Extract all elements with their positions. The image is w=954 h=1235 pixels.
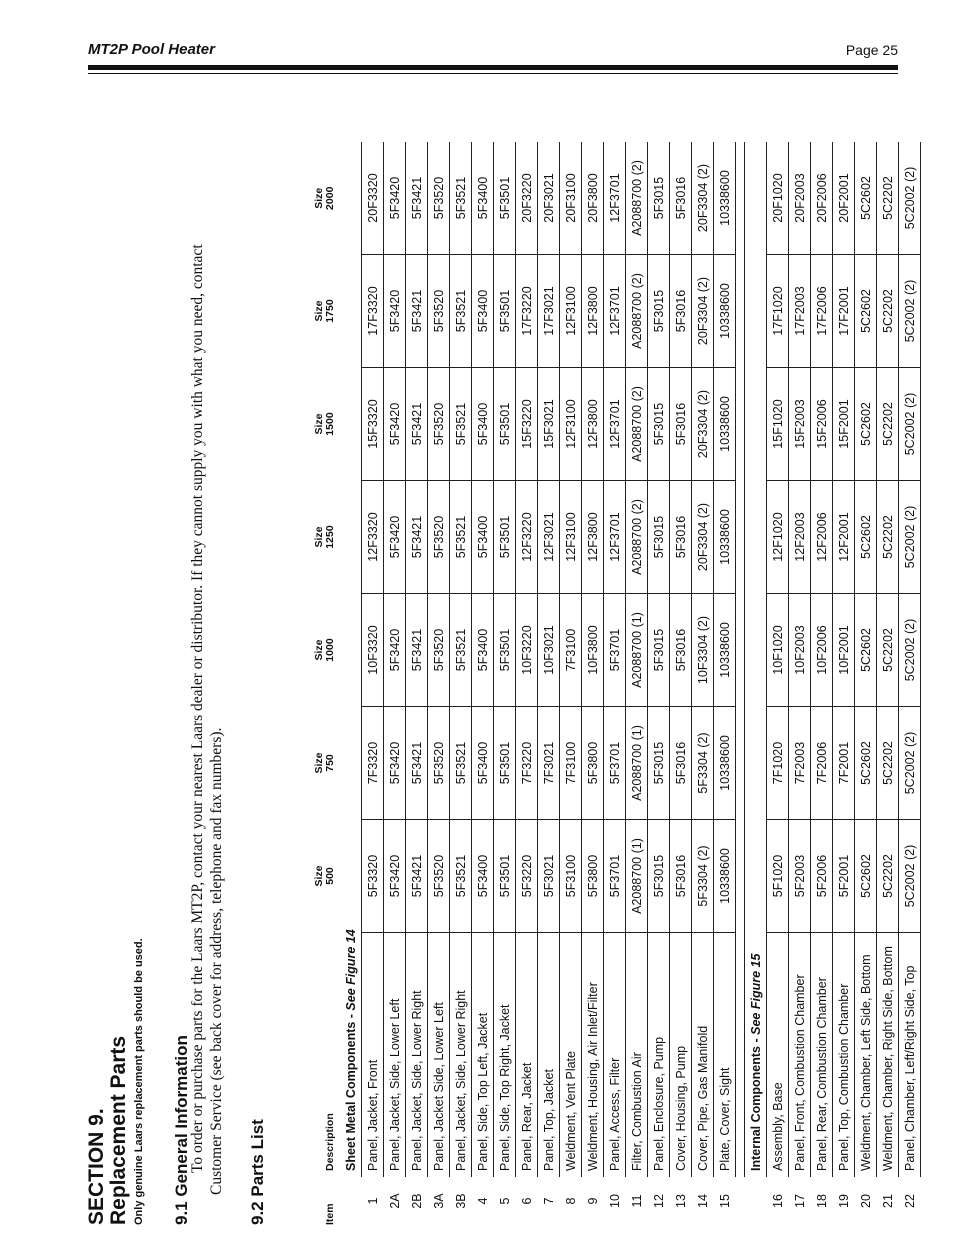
part-number-cell: 10F3021 [538,594,560,707]
part-number-cell: 12F3320 [362,481,384,594]
part-description: Panel, Rear, Combustion Chamber [811,933,833,1178]
part-number-cell: 5C2602 [855,481,877,594]
table-row [648,142,670,1225]
part-description: Panel, Side, Top Right, Jacket [494,933,516,1178]
section-title: Replacement Parts [107,1035,130,1225]
part-number-cell: 7F2006 [811,707,833,820]
part-number-cell: 10F1020 [767,594,789,707]
part-number-cell: 5C2202 [877,707,899,820]
part-description: Weldment, Vent Plate [560,933,582,1178]
part-number-cell: 5F3304 (2) [692,820,714,933]
item-number: 2B [409,1193,424,1209]
item-number: 12 [651,1194,666,1208]
column-header-size-1250: Size 1250 [313,525,336,549]
part-number-cell: 5F3420 [384,368,406,481]
part-description: Cover, Housing, Pump [670,933,692,1178]
part-description: Panel, Enclosure, Pump [648,933,670,1178]
part-number-cell: 5F3800 [582,707,604,820]
table-row [406,142,428,1225]
group-spacer-row [736,142,745,1225]
part-number-cell: 20F3304 (2) [692,255,714,368]
part-number-cell: 15F3220 [516,368,538,481]
section-note: Only genuine Laars replacement parts should be used. [133,938,145,1225]
part-number-cell: 5F3501 [494,820,516,933]
part-number-cell: 17F3021 [538,255,560,368]
table-row [767,142,789,1225]
part-number-cell: A2088700 (2) [626,142,648,255]
part-number-cell: 20F3304 (2) [692,368,714,481]
column-header-size-500: Size 500 [313,865,336,887]
part-number-cell: 10338600 [714,707,736,820]
part-number-cell: 5F3420 [384,481,406,594]
part-number-cell: A2088700 (2) [626,255,648,368]
part-number-cell: 12F3100 [560,255,582,368]
part-number-cell: 5F3400 [472,368,494,481]
part-number-cell: 5F3016 [670,594,692,707]
part-number-cell: 7F1020 [767,707,789,820]
part-number-cell: 5F3400 [472,707,494,820]
part-number-cell: 15F1020 [767,368,789,481]
part-description: Plate, Cover, Sight [714,933,736,1178]
part-number-cell: 5F3521 [450,594,472,707]
part-number-cell: 5F3100 [560,820,582,933]
item-number: 2A [387,1193,402,1209]
part-number-cell: 5F3421 [406,142,428,255]
part-number-cell: 5C2002 (2) [899,255,921,368]
parts-table [288,142,921,1225]
part-number-cell: 5F3521 [450,142,472,255]
group-title: Sheet Metal Components - See Figure 14 [340,142,362,1177]
column-header-size-750: Size 750 [313,752,336,774]
part-number-cell: 5F3015 [648,142,670,255]
part-number-cell: 10338600 [714,142,736,255]
part-number-cell: 12F3701 [604,142,626,255]
part-description: Panel, Jacket, Side, Lower Left [384,933,406,1178]
part-number-cell: 5F3520 [428,142,450,255]
part-number-cell: 10338600 [714,255,736,368]
table-row [538,142,560,1225]
part-number-cell: 10338600 [714,820,736,933]
table-row [692,142,714,1225]
part-number-cell: 5F3520 [428,368,450,481]
item-number: 9 [585,1197,600,1205]
part-number-cell: 5F3501 [494,481,516,594]
item-number: 6 [519,1197,534,1205]
part-number-cell: 5F3421 [406,594,428,707]
parts-list-heading: 9.2 Parts List [248,1119,267,1225]
part-description: Panel, Side, Top Left, Jacket [472,933,494,1178]
table-row [833,142,855,1225]
part-number-cell: 5C2002 (2) [899,368,921,481]
part-number-cell: 5C2202 [877,368,899,481]
table-row [516,142,538,1225]
part-number-cell: 5F3501 [494,707,516,820]
part-number-cell: 5C2602 [855,368,877,481]
part-number-cell: 10F2006 [811,594,833,707]
part-description: Assembly, Base [767,933,789,1178]
part-number-cell: 5F2001 [833,820,855,933]
part-number-cell: 12F1020 [767,481,789,594]
part-number-cell: 5F3521 [450,820,472,933]
part-number-cell: 5C2602 [855,594,877,707]
part-number-cell: 5F3400 [472,255,494,368]
group-header-row [745,142,767,1225]
part-number-cell: 5F3420 [384,594,406,707]
table-row [604,142,626,1225]
part-number-cell: 12F3701 [604,368,626,481]
item-number: 11 [629,1194,644,1208]
part-number-cell: 20F3021 [538,142,560,255]
part-number-cell: 5F3304 (2) [692,707,714,820]
part-number-cell: 5F3320 [362,820,384,933]
part-number-cell: 10338600 [714,481,736,594]
part-number-cell: A2088700 (1) [626,820,648,933]
part-number-cell: 5F3400 [472,142,494,255]
part-number-cell: 7F3100 [560,594,582,707]
part-number-cell: 5F3520 [428,255,450,368]
part-number-cell: 5C2202 [877,255,899,368]
part-number-cell: 5C2602 [855,707,877,820]
table-row [714,142,736,1225]
part-number-cell: 20F3320 [362,142,384,255]
part-number-cell: 12F2003 [789,481,811,594]
part-number-cell: 5F3016 [670,368,692,481]
item-number: 22 [902,1194,917,1208]
part-number-cell: 5C2202 [877,594,899,707]
figure-reference: See Figure 14 [343,929,358,1011]
part-number-cell: 5F3400 [472,594,494,707]
table-row [877,142,899,1225]
part-number-cell: 5F3501 [494,368,516,481]
item-number: 21 [880,1194,895,1208]
part-number-cell: 5C2602 [855,820,877,933]
part-number-cell: 5F3016 [670,481,692,594]
part-number-cell: 5F1020 [767,820,789,933]
part-number-cell: 5F3521 [450,481,472,594]
part-number-cell: 7F3320 [362,707,384,820]
part-number-cell: 17F2001 [833,255,855,368]
part-number-cell: 5C2202 [877,481,899,594]
table-row [384,142,406,1225]
parts-table-header-row [288,142,340,1225]
part-number-cell: 17F3220 [516,255,538,368]
table-row [899,142,921,1225]
part-number-cell: 5C2002 (2) [899,820,921,933]
figure-reference: See Figure 15 [748,953,763,1035]
part-number-cell: 5F3421 [406,481,428,594]
part-description: Panel, Chamber, Left/Right Side, Top [899,933,921,1178]
part-number-cell: 10F3220 [516,594,538,707]
part-number-cell: 15F3021 [538,368,560,481]
general-info-paragraph [188,173,226,1195]
item-number: 17 [792,1194,807,1208]
part-number-cell: 15F2006 [811,368,833,481]
part-number-cell: 10F3320 [362,594,384,707]
part-number-cell: 5F3420 [384,142,406,255]
part-number-cell: 5C2202 [877,142,899,255]
column-header-size-1500: Size 1500 [313,412,336,436]
part-number-cell: 15F3320 [362,368,384,481]
table-row [626,142,648,1225]
part-description: Panel, Jacket, Side, Lower Right [450,933,472,1178]
part-number-cell: 5F3016 [670,820,692,933]
section-label: SECTION 9. [85,1108,108,1225]
part-number-cell: 5C2202 [877,820,899,933]
part-number-cell: 10F2001 [833,594,855,707]
page-number: Page 25 [845,42,898,58]
table-row [811,142,833,1225]
part-number-cell: 12F3701 [604,481,626,594]
part-number-cell: 5F3015 [648,368,670,481]
item-number: 4 [475,1197,490,1205]
parts-table-body [340,142,921,1225]
item-number: 18 [814,1194,829,1208]
part-number-cell: 5F3400 [472,481,494,594]
table-row [450,142,472,1225]
part-number-cell: 5F3016 [670,142,692,255]
item-number: 10 [607,1194,622,1208]
table-row [789,142,811,1225]
table-row [494,142,516,1225]
part-number-cell: 5F3501 [494,594,516,707]
part-number-cell: 12F3800 [582,255,604,368]
item-number: 14 [695,1194,710,1208]
part-number-cell: A2088700 (1) [626,594,648,707]
part-number-cell: 20F3220 [516,142,538,255]
column-header-item: Item [324,1203,336,1225]
part-number-cell: 5F3015 [648,707,670,820]
part-number-cell: 5F3420 [384,707,406,820]
part-description: Weldment, Chamber, Left Side, Bottom [855,933,877,1178]
part-number-cell: 20F3304 (2) [692,481,714,594]
part-number-cell: 5F3701 [604,594,626,707]
part-description: Weldment, Housing, Air Inlet/Filter [582,933,604,1178]
item-number: 15 [717,1194,732,1208]
part-number-cell: 20F3304 (2) [692,142,714,255]
group-header-row [340,142,362,1225]
part-number-cell: 12F3100 [560,368,582,481]
part-number-cell: A2088700 (1) [626,707,648,820]
general-info-line-2: Customer Service (see back cover for address, telephone and fax numbers). [208,727,225,1195]
part-number-cell: 5F3521 [450,368,472,481]
part-number-cell: 5F3521 [450,707,472,820]
part-description: Filter, Combustion Air [626,933,648,1178]
part-number-cell: 12F3800 [582,368,604,481]
item-number: 16 [770,1194,785,1208]
part-number-cell: 5C2002 (2) [899,707,921,820]
part-number-cell: 12F2006 [811,481,833,594]
part-number-cell: 17F2003 [789,255,811,368]
part-number-cell: 5C2602 [855,142,877,255]
part-number-cell: 20F2003 [789,142,811,255]
table-row [362,142,384,1225]
part-number-cell: 5C2002 (2) [899,142,921,255]
part-number-cell: A2088700 (2) [626,481,648,594]
part-number-cell: 5F3016 [670,255,692,368]
part-number-cell: 10F3304 (2) [692,594,714,707]
part-number-cell: 7F2003 [789,707,811,820]
table-row [428,142,450,1225]
part-number-cell: 20F1020 [767,142,789,255]
document-header-title: MT2P Pool Heater [88,41,215,58]
rotated-page-content [80,75,917,1225]
table-row [582,142,604,1225]
part-number-cell: 12F3220 [516,481,538,594]
part-number-cell: 10F3800 [582,594,604,707]
part-number-cell: 5F3501 [494,255,516,368]
part-description: Panel, Jacket, Front [362,933,384,1178]
part-number-cell: 5F3520 [428,820,450,933]
item-number: 7 [541,1197,556,1205]
part-number-cell: 12F3800 [582,481,604,594]
part-number-cell: 5C2602 [855,255,877,368]
part-description: Panel, Top, Jacket [538,933,560,1178]
group-title: Internal Components - See Figure 15 [745,142,767,1177]
part-number-cell: 5F3800 [582,820,604,933]
part-number-cell: 17F3320 [362,255,384,368]
table-row [855,142,877,1225]
part-number-cell: 12F3021 [538,481,560,594]
part-description: Panel, Rear, Jacket [516,933,538,1178]
header-rule-thick [88,65,898,70]
part-number-cell: 5F3421 [406,820,428,933]
part-number-cell: 5F3420 [384,255,406,368]
part-number-cell: 5F3501 [494,142,516,255]
part-number-cell: 5F3701 [604,707,626,820]
part-number-cell: 5F2006 [811,820,833,933]
part-description: Panel, Top, Combustion Chamber [833,933,855,1178]
part-number-cell: 20F3800 [582,142,604,255]
part-number-cell: 20F2006 [811,142,833,255]
part-number-cell: 20F2001 [833,142,855,255]
part-number-cell: 5F3021 [538,820,560,933]
part-number-cell: 10338600 [714,594,736,707]
part-number-cell: 12F3100 [560,481,582,594]
part-description: Weldment, Chamber, Right Side, Bottom [877,933,899,1178]
header-rule-thin [88,73,898,74]
part-number-cell: 5C2002 (2) [899,594,921,707]
part-number-cell: 20F3100 [560,142,582,255]
column-header-size-1000: Size 1000 [313,638,336,662]
part-number-cell: 5F3220 [516,820,538,933]
column-header-size-1750: Size 1750 [313,299,336,323]
column-header-description: Description [324,1113,336,1171]
part-number-cell: 15F2001 [833,368,855,481]
part-number-cell: 5F3016 [670,707,692,820]
part-description: Panel, Front, Combustion Chamber [789,933,811,1178]
part-number-cell: 15F2003 [789,368,811,481]
item-number: 5 [497,1197,512,1205]
part-number-cell: 12F3701 [604,255,626,368]
part-number-cell: 7F3220 [516,707,538,820]
table-row [670,142,692,1225]
part-description: Panel, Jacket, Side, Lower Right [406,933,428,1178]
part-number-cell: 5F3015 [648,481,670,594]
item-number: 3A [431,1193,446,1209]
item-number: 20 [858,1194,873,1208]
part-number-cell: 7F3100 [560,707,582,820]
part-number-cell: 5F3421 [406,368,428,481]
item-number: 13 [673,1194,688,1208]
general-info-heading: 9.1 General Information [172,1035,191,1225]
part-number-cell: 5F3520 [428,707,450,820]
part-number-cell: 10F2003 [789,594,811,707]
table-row [472,142,494,1225]
table-row [560,142,582,1225]
item-number: 1 [365,1197,380,1205]
item-number: 3B [453,1193,468,1209]
part-number-cell: A2088700 (2) [626,368,648,481]
column-header-size-2000: Size 2000 [313,186,336,210]
part-number-cell: 5F3421 [406,707,428,820]
part-number-cell: 5F3015 [648,594,670,707]
part-number-cell: 5F3520 [428,481,450,594]
part-number-cell: 17F1020 [767,255,789,368]
part-description: Panel, Access, Filter [604,933,626,1178]
part-number-cell: 5F3420 [384,820,406,933]
part-number-cell: 12F2001 [833,481,855,594]
part-description: Panel, Jacket Side, Lower Left [428,933,450,1178]
part-number-cell: 5F3421 [406,255,428,368]
part-number-cell: 5F3015 [648,820,670,933]
part-number-cell: 5F3521 [450,255,472,368]
part-number-cell: 5F3400 [472,820,494,933]
part-number-cell: 7F2001 [833,707,855,820]
item-number: 8 [563,1197,578,1205]
part-description: Cover, Pipe, Gas Manifold [692,933,714,1178]
general-info-line-1: To order or purchase parts for the Laars MT2P, contact your nearest Laars dealer or distributor. If they cannot supply you with what you need, contact [189,244,206,1173]
part-number-cell: 5F3015 [648,255,670,368]
part-number-cell: 17F2006 [811,255,833,368]
part-number-cell: 5C2002 (2) [899,481,921,594]
part-number-cell: 5F2003 [789,820,811,933]
item-number: 19 [836,1194,851,1208]
part-number-cell: 5F3701 [604,820,626,933]
part-number-cell: 5F3520 [428,594,450,707]
part-number-cell: 7F3021 [538,707,560,820]
part-number-cell: 10338600 [714,368,736,481]
